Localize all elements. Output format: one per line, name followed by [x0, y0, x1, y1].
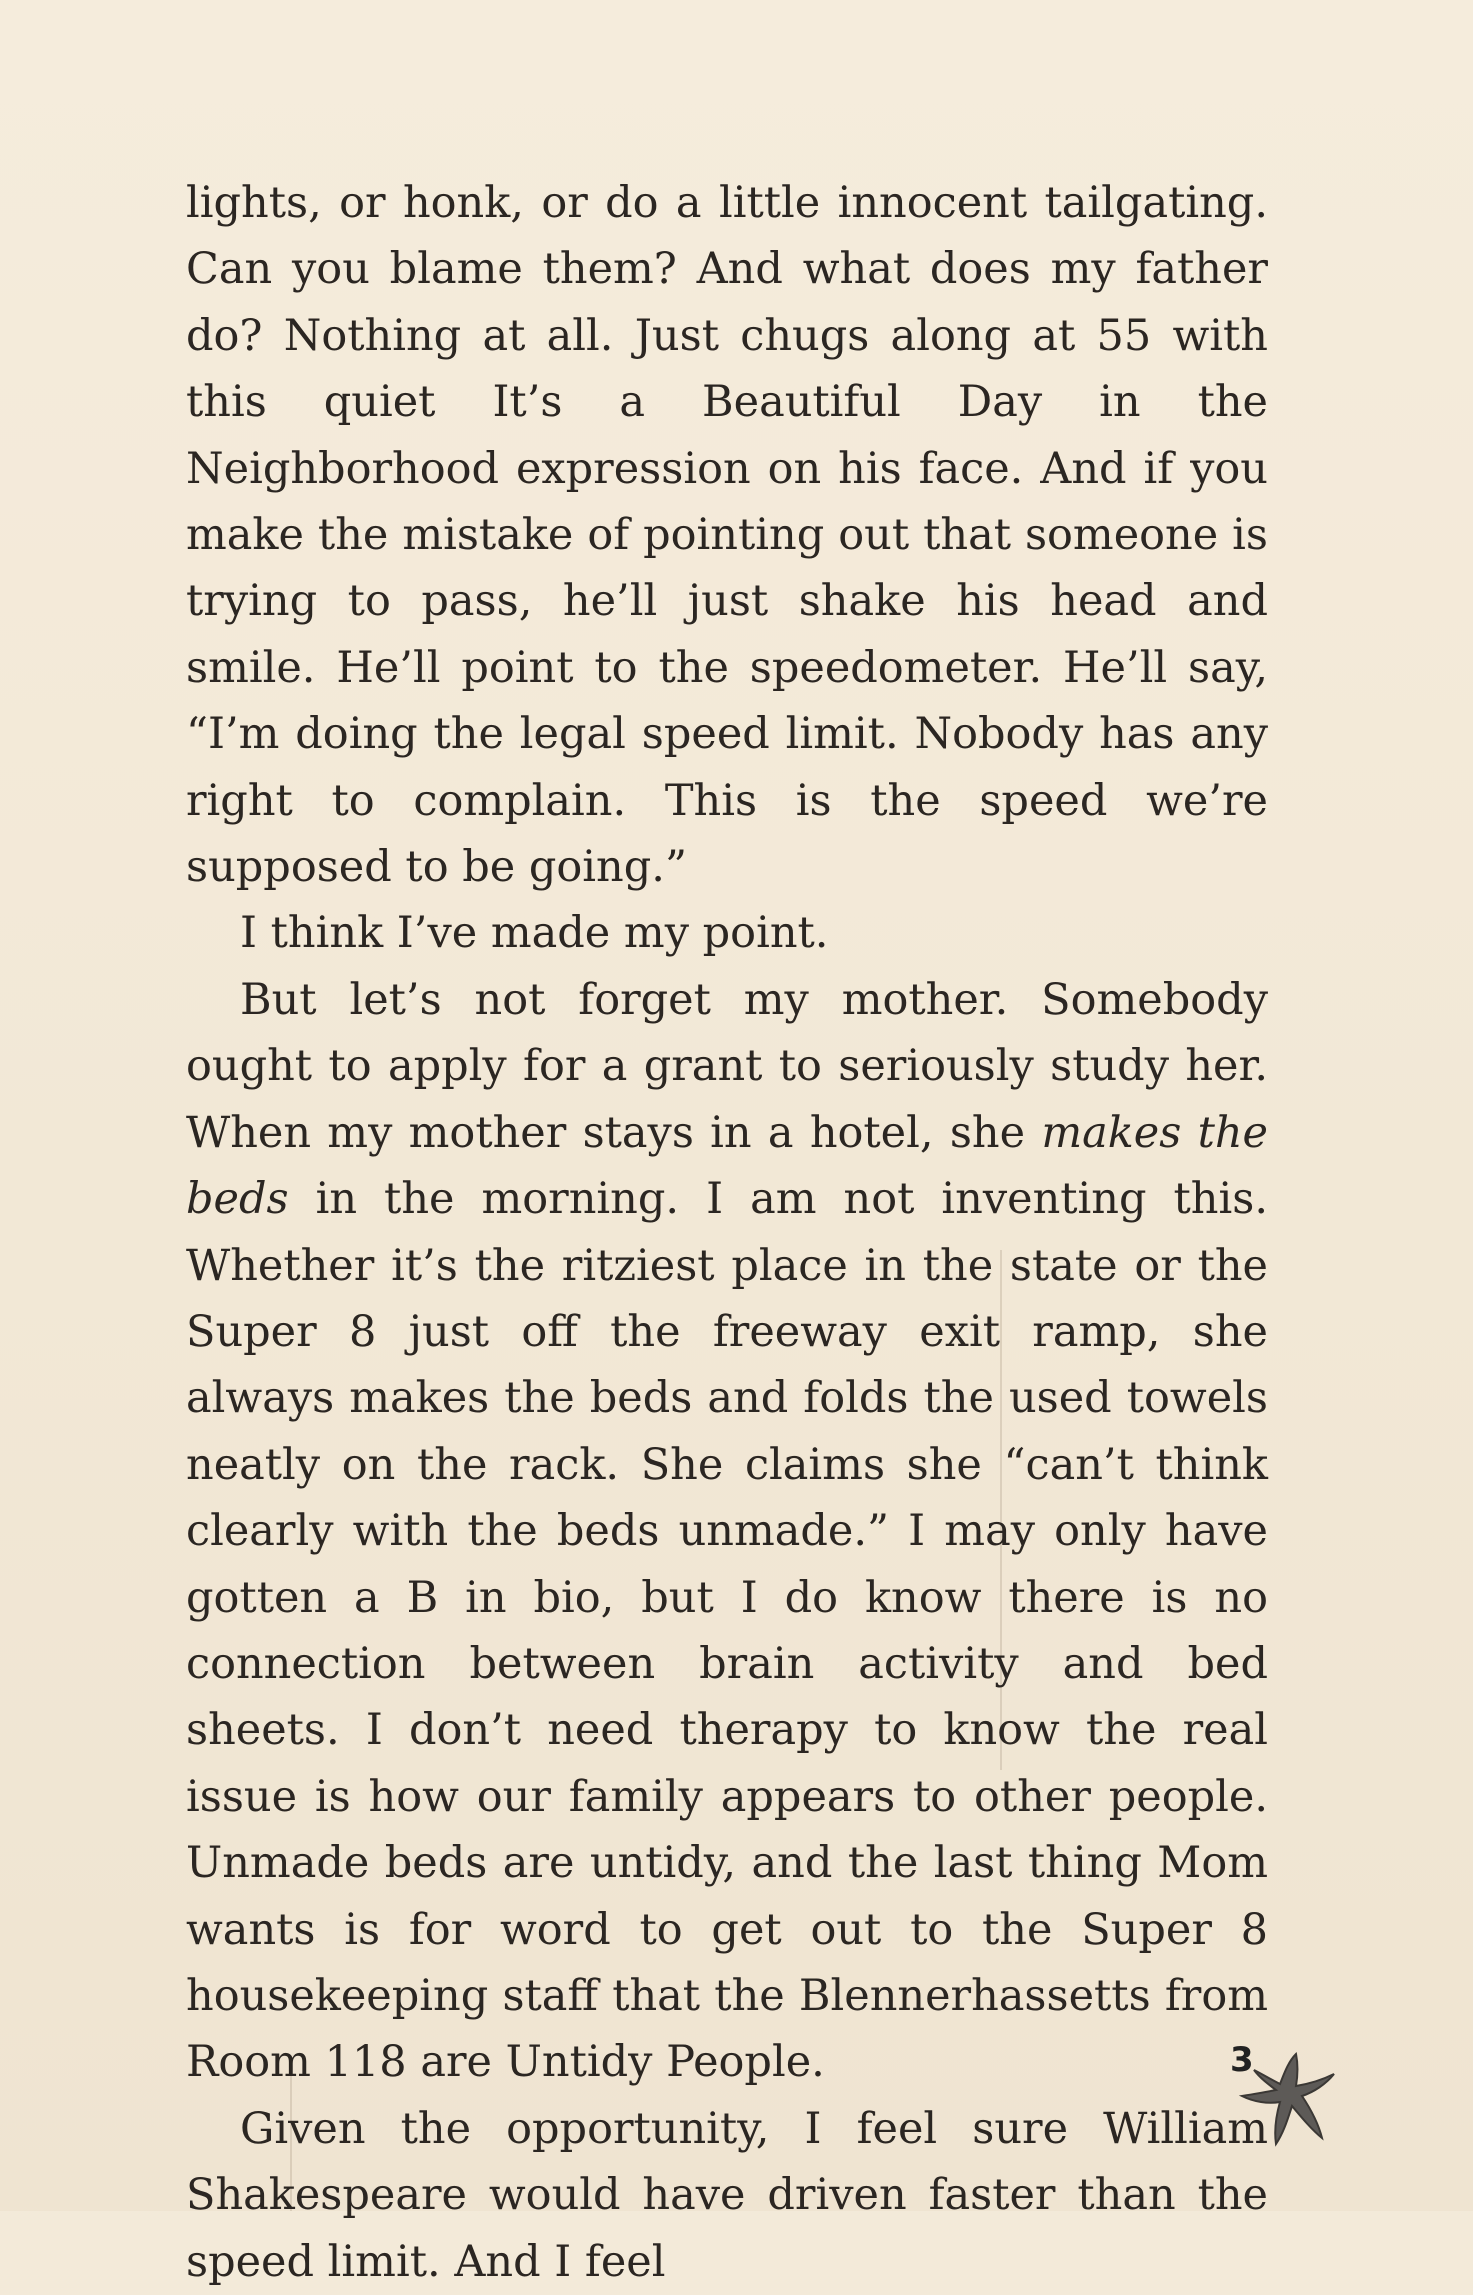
paragraph-1 [186, 170, 1268, 900]
paragraph-3-emphasis: makes the beds [186, 1107, 1268, 1225]
paragraph-2-text: I think I’ve made my point. [240, 908, 829, 959]
paragraph-1-text: lights, or honk, or do a little innocent tailgating. Can you blame them? And what does my father do? Nothing at all. Just chugs along at 55 with this quiet It’s a Beautiful Day in the Neighborhood expression on his face. And if you make the mistake of pointing out that someone is trying to pass, he’ll just shake his head and smile. He’ll point to the speedometer. He’ll say, “I’m doing the legal speed limit. Nobody has any right to complain. This is the speed we’re supposed to be going.” [186, 178, 1268, 893]
paragraph-3-text: But let’s not forget my mother. Somebody ought to apply for a grant to seriously study her. When my mother stays in a hotel, she [186, 974, 1268, 1158]
page-number: 3 [1230, 2040, 1254, 2080]
paragraph-3 [186, 967, 1268, 2096]
paragraph-3-text-after: in the morning. I am not inventing this. Whether it’s the ritziest place in the state or the Super 8 just off the freeway exit ramp, she always makes the beds and folds the used towels neatly on the rack. She claims she “can’t think clearly with the beds unmade.” I may only have gotten a B in bio, but I do know there is no connection between brain activity and bed sheets. I don’t need therapy to know the real issue is how our family appears to other people. Unmade beds are untidy, and the last thing Mom wants is for word to get out to the Super 8 housekeeping staff that the Blennerhassetts from Room 118 are Untidy People. [186, 1174, 1268, 2088]
paragraph-2 [186, 900, 1268, 966]
body-text [186, 170, 1268, 2295]
paragraph-4-text: Given the opportunity, I feel sure William Shakespeare would have driven faster than the speed limit. And I feel [186, 2103, 1268, 2287]
paragraph-4 [186, 2096, 1268, 2295]
